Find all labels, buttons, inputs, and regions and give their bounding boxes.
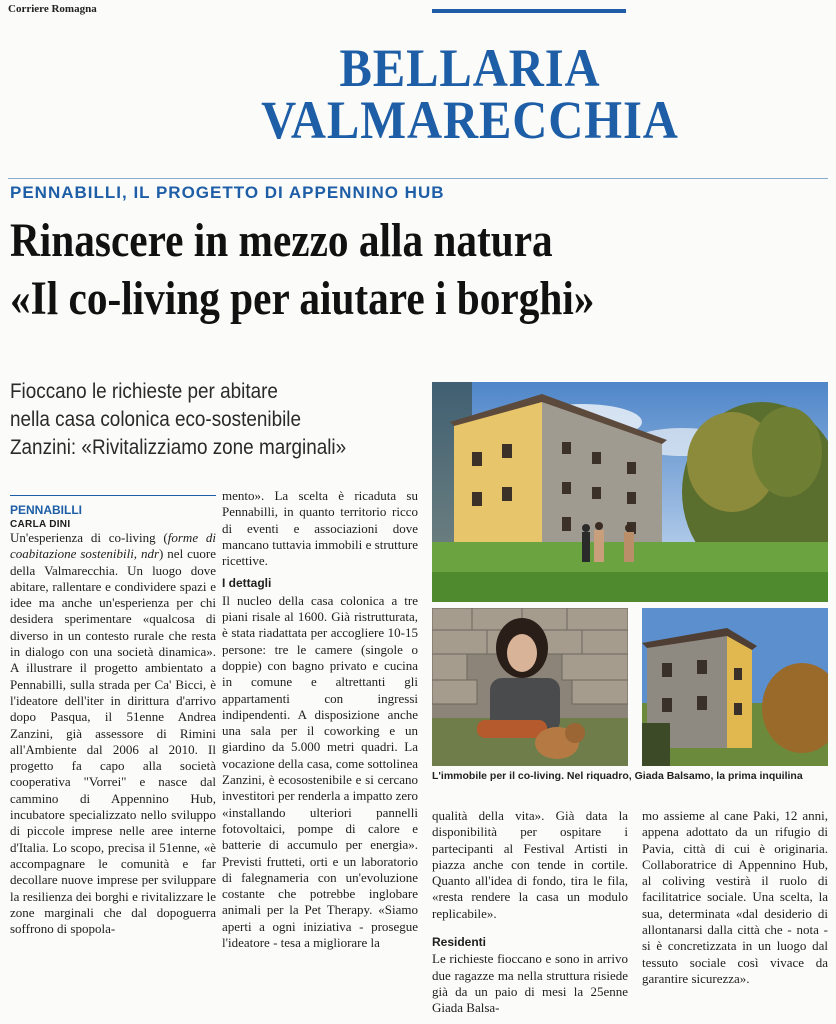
house-photo <box>642 608 828 766</box>
subheadline <box>10 378 381 462</box>
paragraph: Il nucleo della casa colonica a tre piani risale al 1600. Già ristrutturata, è stata riadattata per accogliere 10-15 persone: tre le camere (singole o doppie) con bagno privato e cucina in comune e altrettanti gli appartamenti con ingressi indipendenti. A disposizione anche una sala per il coworking e un giardino da 5.000 metri quadri. La vocazione della casa, come sottolinea Zanzini, è ecosostenibile e si cercano investitori per renderla a impatto zero «installando ulteriori pannelli fotovoltaici, pompe di calore e batterie di accumulo per energia». Previsti frutteti, orti e un laboratorio di falegnameria con un'evoluzione costante che potrebbe inglobare animali per la Pet Therapy. «Siamo aperti a ogni iniziativa - prosegue l'ideatore - tesa a migliorare la <box>222 592 419 951</box>
headline <box>10 212 715 328</box>
dateline-rule <box>10 495 216 496</box>
resident-photo <box>432 608 628 766</box>
subsection-heading: I dettagli <box>222 576 272 591</box>
section-title <box>182 38 758 150</box>
article-column-1 <box>10 530 216 937</box>
article-column-2 <box>222 488 418 951</box>
paragraph <box>10 530 216 937</box>
subheadline-line-1: Fioccano le richieste per abitare <box>10 380 278 403</box>
house-image <box>642 608 828 766</box>
section-title-line-1: BELLARIA <box>339 38 601 98</box>
paragraph: Le richieste fioccano e sono in arrivo due ragazze ma nella struttura risiede già da un paio di mesi la 25enne Giada Balsa- <box>432 951 628 1016</box>
article-column-3 <box>432 808 628 1017</box>
italic-aside: forme di coabitazione sostenibili, ndr <box>10 530 216 562</box>
photo-caption: L'immobile per il co-living. Nel riquadro, Giada Balsamo, la prima inquilina <box>432 770 803 782</box>
headline-line-1: Rinascere in mezzo alla natura <box>10 214 553 267</box>
kicker: PENNABILLI, IL PROGETTO DI APPENNINO HUB <box>10 183 445 202</box>
paragraph: mo assieme al cane Paki, 12 anni, appena adottato da un rifugio di Pavia, città di cui è originaria. Collaboratrice di Appennino Hub, al coliving vestirà il ruolo di facilitatrice sociale. Una scelta, la sua, determinata «dal desiderio di allontanarsi dalla città che - nota - si è concretizzata in un luogo dal tessuto sociale così vivace da garantire sicurezza». <box>642 808 828 986</box>
masthead: Corriere Romagna <box>8 3 97 15</box>
section-title-line-2: VALMARECCHIA <box>261 90 679 150</box>
building-image <box>432 382 828 602</box>
kicker-rule <box>8 178 828 179</box>
text-span: Un'esperienza di co-living ( <box>10 530 168 545</box>
subheadline-line-2: nella casa colonica eco-sostenibile <box>10 408 302 431</box>
portrait-image <box>432 608 628 766</box>
paragraph: qualità della vita». Già data la disponibilità per ospitare i partecipanti al Festival Artisti in piazza anche con tende in cortile. Quanto all'idea di fondo, tira le fila, «resta rendere la casa un modulo replicabile». <box>432 808 628 921</box>
text-span: ) nel cuore della Valmarecchia. Un luogo dove abitare, rallentare e condividere spazi e idee ma anche un'esperienza per chi desidera sperimentare «qualcosa di diverso in un contesto rurale che resta in dialogo con una società dinamica». A illustrare il progetto ambientato a Pennabilli, sulla strada per Ca' Bicci, è l'ideatore dell'iter in dirittura d'arrivo dopo Pasqua, il 51enne Andrea Zanzini, già assessore di Rimini all'Ambiente dal 2006 al 2010. Il progetto fa capo alla società cooperativa "Vorrei" e nasce dal cammino di Appennino Hub, incubatore specializzato nello sviluppo di piccole imprese nelle aree interne d'Italia. Lo scopo, precisa il 51enne, «è accompagnare le comunità e far decollare nuove imprese per sviluppare la resilienza dei borghi e rivitalizzare le zone marginali che dal dopoguerra soffrono di spopola- <box>10 546 216 937</box>
subheadline-line-3: Zanzini: «Rivitalizziamo zone marginali» <box>10 436 347 459</box>
article-column-4 <box>642 808 828 987</box>
subsection-heading: Residenti <box>432 935 487 950</box>
byline: CARLA DINI <box>10 519 71 530</box>
building-photo <box>432 382 828 602</box>
headline-line-2: «Il co-living per aiutare i borghi» <box>10 272 595 325</box>
masthead-rule <box>432 9 626 13</box>
dateline: PENNABILLI <box>10 503 82 517</box>
paragraph: mento». La scelta è ricaduta su Pennabilli, in quanto territorio ricco di eventi e associazioni dove mancano tuttavia immobili e strutture ricettive. <box>222 488 418 569</box>
